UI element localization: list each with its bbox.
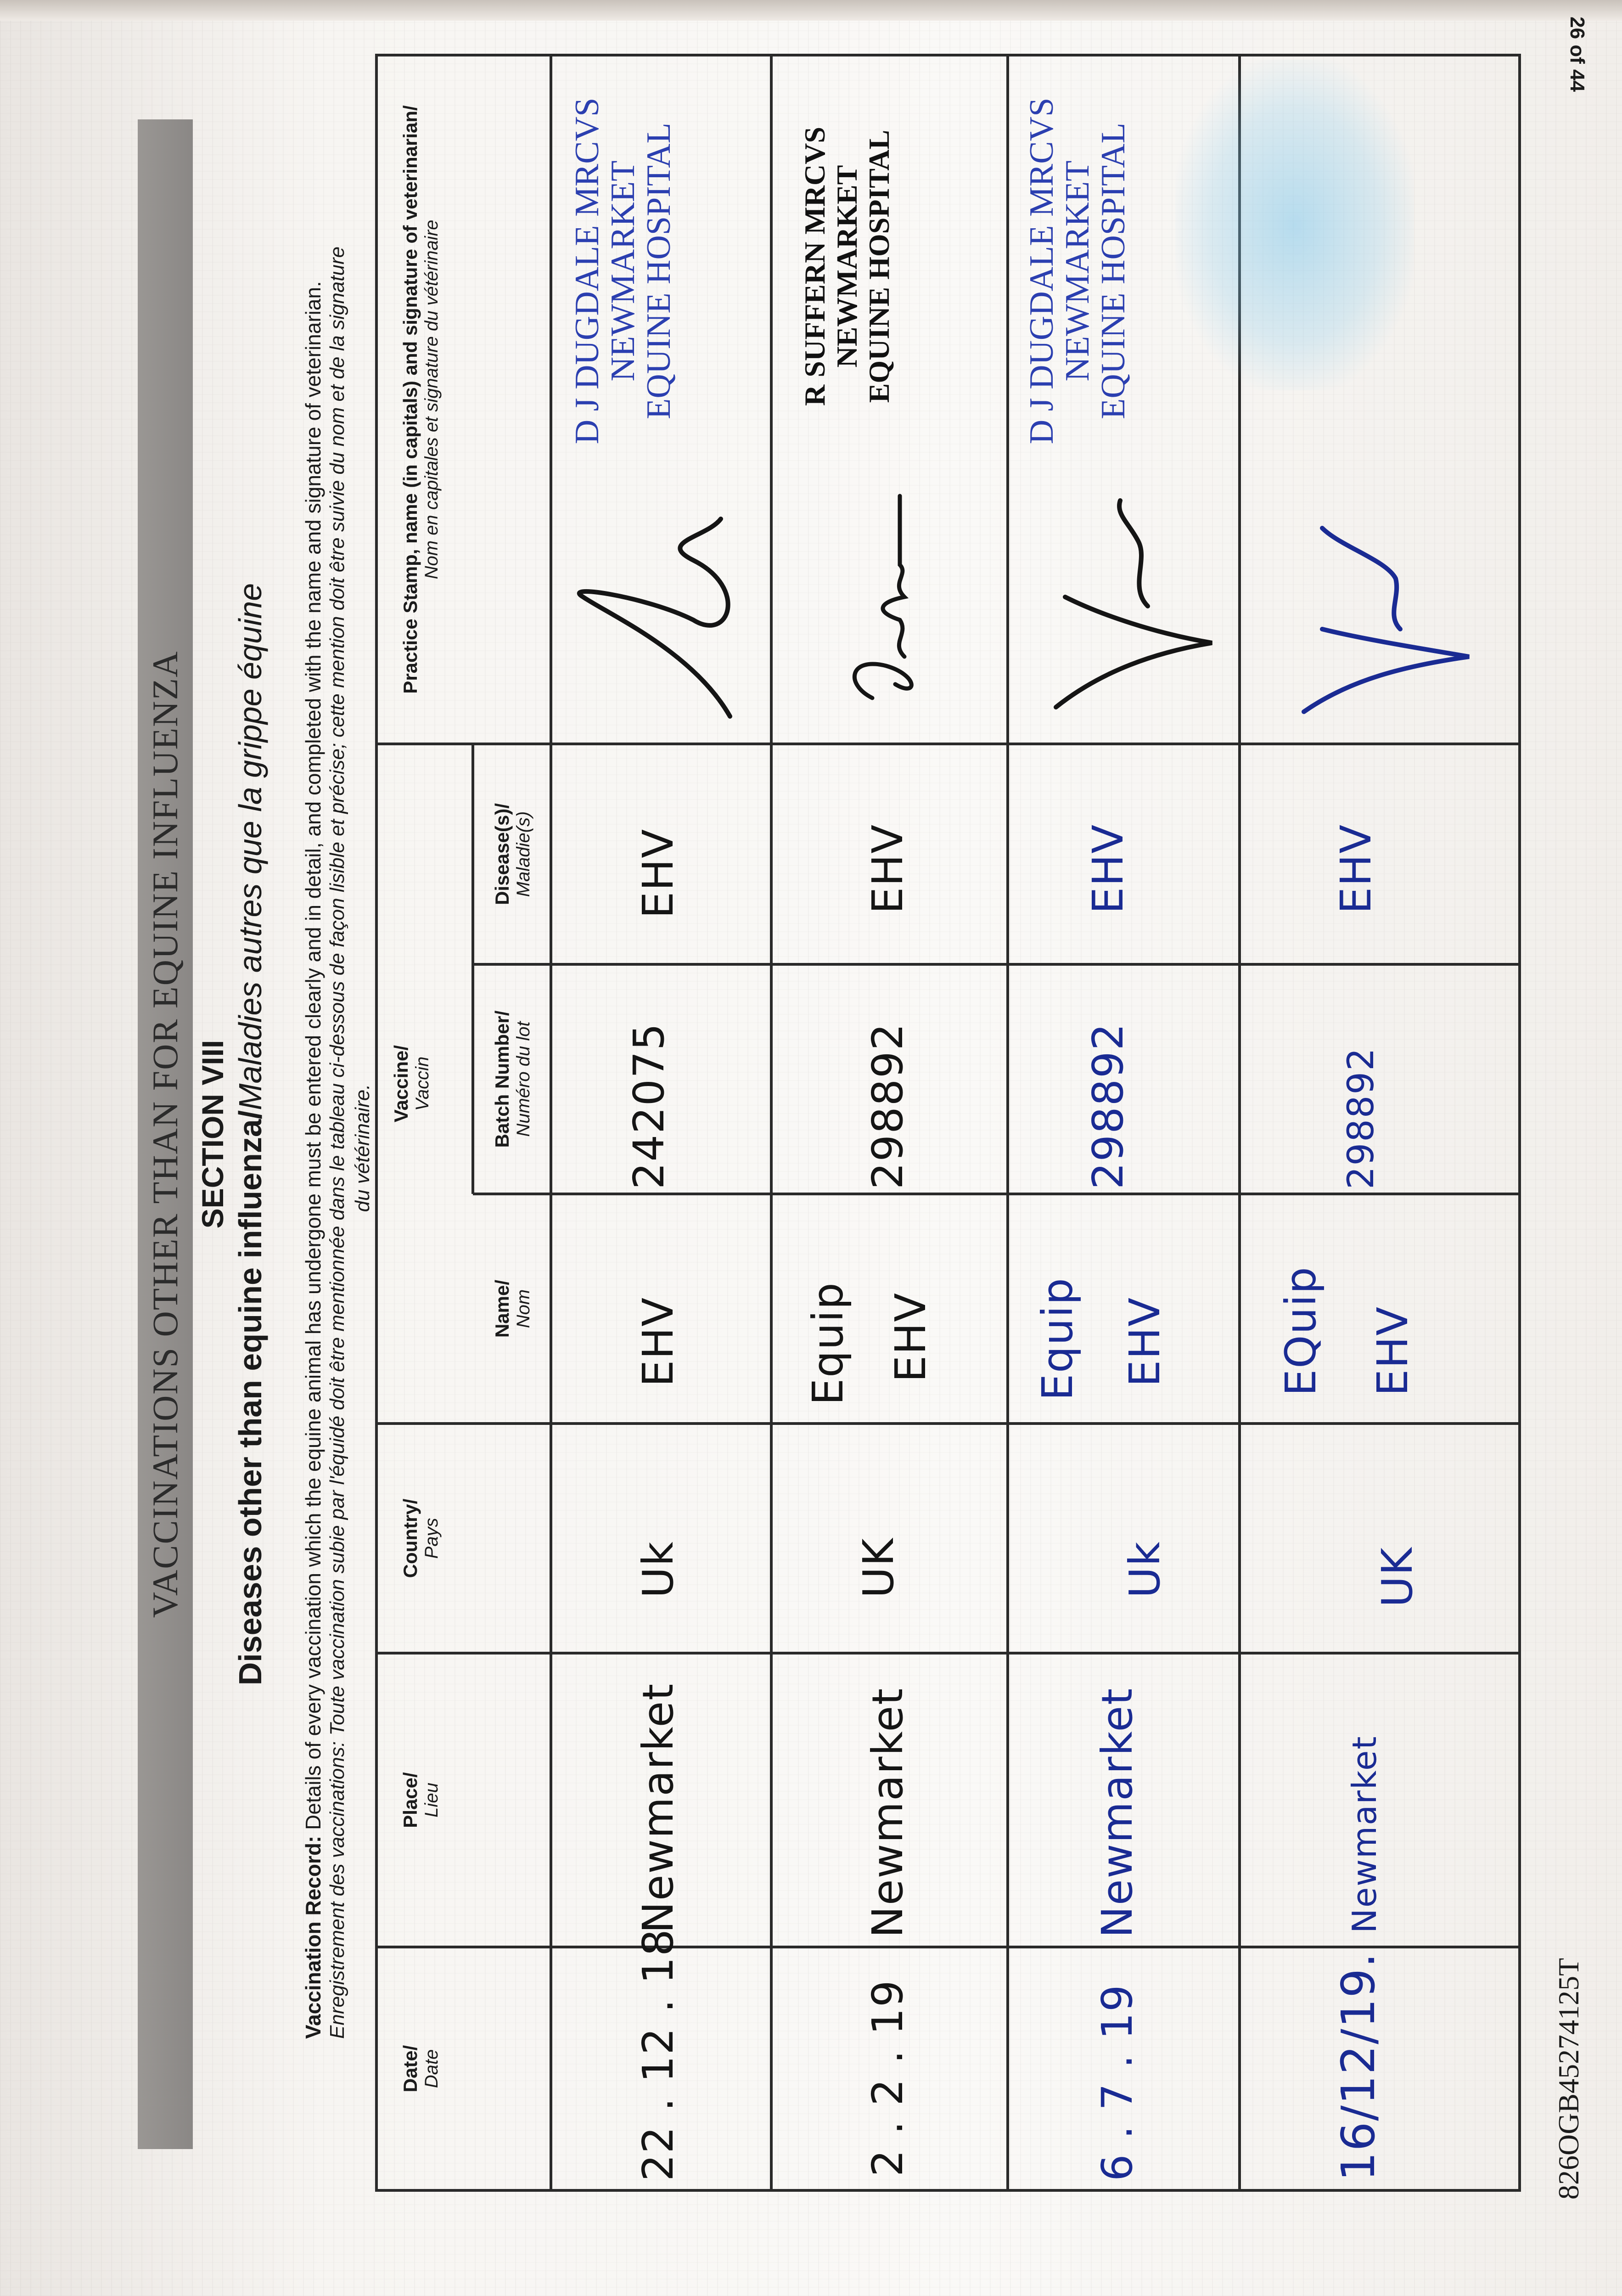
row4-vaccine-name: EQuip: [1276, 1266, 1325, 1396]
row3-date: 6 . 7 . 19: [1093, 1984, 1142, 2181]
row2-vet-stamp: R SUFFERN MRCVS NEWMARKET EQUINE HOSPITAL: [798, 127, 895, 406]
row4-batch: 298892: [1341, 1047, 1382, 1189]
subtitle-fr: Maladies autres que la grippe équine: [232, 583, 268, 1110]
col-header-vet: Practice Stamp, name (in capitals) and signature of veterinarian/ Nom en capitales et signature du vétérinaire: [399, 105, 442, 694]
col-header-country: Country/ Pays: [399, 1498, 442, 1578]
row2-batch: 298892: [863, 1022, 912, 1189]
passport-id: 826OGB4527412​5T: [1552, 1958, 1585, 2200]
col-header-name: Name/ Nom: [491, 1279, 533, 1338]
row3-vaccine-name-line2: EHV: [1120, 1296, 1169, 1387]
row1-signature: [556, 478, 767, 735]
row3-vaccine-name: Equip: [1033, 1277, 1082, 1401]
row4-country: UK: [1373, 1547, 1422, 1607]
row1-date: 22 . 12 . 18: [634, 1928, 683, 2181]
row2-vaccine-name: Equip: [803, 1282, 853, 1405]
row3-batch: 298892: [1083, 1022, 1133, 1189]
row1-country: Uk: [634, 1541, 683, 1598]
row1-vaccine-name: EHV: [634, 1296, 683, 1387]
record-instructions-fr: Enregistrement des vaccinations: Toute vaccination subie par l'équidé doit être mentionnée dans le tableau ci-dessous de façon lisible et précise; cette mention doit être suivie du nom et de la signature: [326, 246, 348, 2039]
row2-country: UK: [854, 1537, 903, 1598]
page-number: 26 of 44: [1566, 17, 1588, 92]
record-label: Vaccination Record:: [301, 1835, 325, 2039]
record-instructions-fr-end: du vétérinaire.: [351, 1084, 374, 1212]
page-title: VACCINATIONS OTHER THAN FOR EQUINE INFLUENZA: [145, 650, 185, 1618]
record-text-en: Details of every vaccination which the equine animal has undergone must be entered clearly and in detail, and completed with the name and signature of veterinarian.: [301, 281, 325, 1836]
row3-signature: [1010, 478, 1230, 735]
row1-disease: EHV: [634, 828, 683, 918]
row1-batch: 242075: [624, 1022, 673, 1189]
section-label: SECTION VIII: [196, 1040, 230, 1229]
col-header-date: Date/ Date: [399, 2045, 442, 2093]
row1-vet-stamp: D J DUGDALE MRCVS NEWMARKET EQUINE HOSPITAL: [568, 97, 678, 445]
row4-signature: [1249, 478, 1487, 735]
col-header-disease: Disease(s)/ Maladie(s): [491, 803, 533, 905]
subtitle-en: Diseases other than equine influenza/: [232, 1110, 268, 1686]
row3-country: Uk: [1120, 1541, 1169, 1598]
row4-date: 16/12/19.: [1331, 1952, 1385, 2181]
row2-signature: [799, 468, 982, 726]
row3-place: Newmarket: [1093, 1687, 1142, 1938]
row3-vet-stamp: D J DUGDALE MRCVS NEWMARKET EQUINE HOSPITAL: [1023, 97, 1132, 445]
row2-date: 2 . 2 . 19: [863, 1979, 912, 2177]
row3-disease: EHV: [1083, 823, 1133, 914]
row4-place: Newmarket: [1345, 1735, 1384, 1933]
row1-place: Newmarket: [634, 1683, 683, 1933]
row2-place: Newmarket: [863, 1687, 912, 1938]
row2-vaccine-name-line2: EHV: [886, 1292, 935, 1382]
col-header-vaccine: Vaccine/ Vaccin: [390, 1045, 432, 1123]
row4-vaccine-name-line2: EHV: [1368, 1306, 1417, 1396]
col-header-place: Place/ Lieu: [399, 1772, 442, 1828]
row4-disease: EHV: [1331, 823, 1381, 914]
col-header-batch: Batch Number/ Numéro du lot: [491, 1010, 533, 1148]
row2-disease: EHV: [863, 823, 912, 914]
blue-stamp-smudge: [1175, 60, 1414, 390]
